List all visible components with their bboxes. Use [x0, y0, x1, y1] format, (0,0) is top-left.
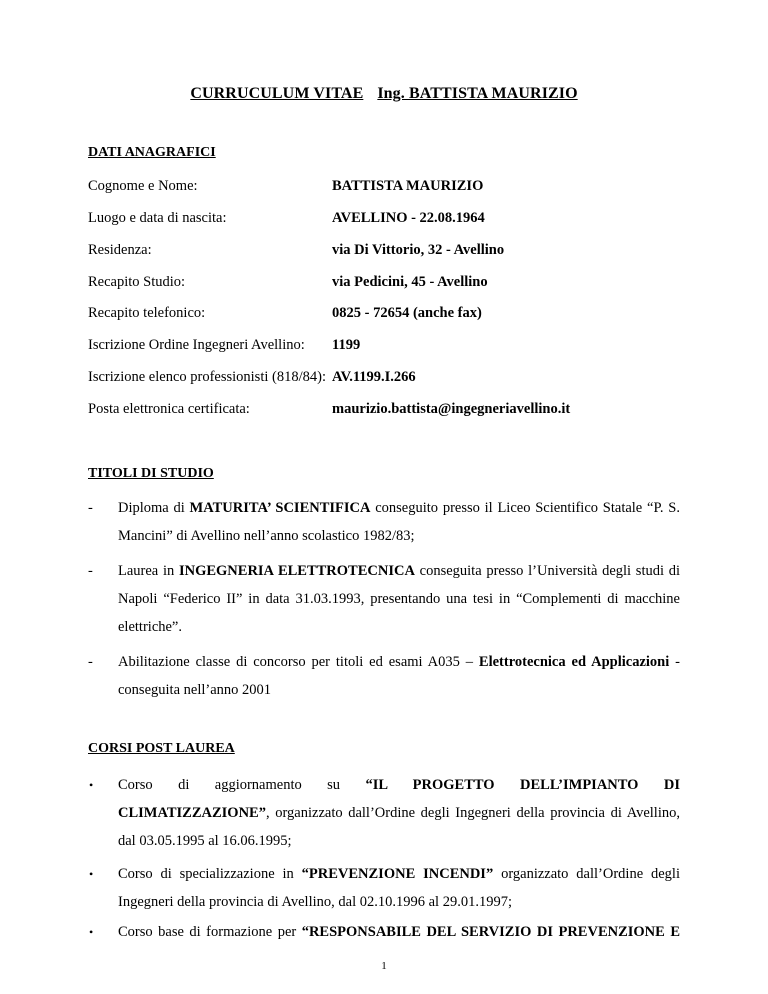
- personal-data-value: AV.1199.I.266: [332, 369, 416, 385]
- dash-marker: -: [88, 654, 93, 670]
- list-item-text: Laurea in INGEGNERIA ELETTROTECNICA conseguita presso l’Università degli studi di Napoli “Federico II” in data 31.03.1993, presentando una tesi in “Complementi di macchine elettriche”.: [118, 563, 680, 635]
- personal-data-label: Cognome e Nome:: [88, 178, 198, 194]
- list-item: [88, 918, 680, 946]
- personal-data-value: via Di Vittorio, 32 - Avellino: [332, 242, 505, 258]
- list-item: [88, 494, 680, 550]
- personal-data-row: [88, 337, 688, 357]
- personal-data-label: Residenza:: [88, 242, 152, 258]
- personal-data-value: 1199: [332, 337, 361, 353]
- title-right: Ing. BATTISTA MAURIZIO: [377, 85, 578, 102]
- list-item-text: Corso di aggiornamento su “IL PROGETTO DELL’IMPIANTO DI CLIMATIZZAZIONE”, organizzato dall’Ordine degli Ingegneri della provincia di Avellino, dal 03.05.1995 al 16.06.1995;: [118, 777, 680, 849]
- list-item: [88, 771, 680, 855]
- section-heading-titoli-di-studio: TITOLI DI STUDIO: [88, 466, 214, 481]
- personal-data-label: Recapito telefonico:: [88, 305, 206, 321]
- personal-data-row: [88, 305, 688, 325]
- personal-data-row: [88, 274, 688, 294]
- pec-email-value: maurizio.battista@ingegneriavellino.it: [332, 401, 571, 417]
- bullet-marker: •: [89, 778, 94, 792]
- section-heading-dati-anagrafici: DATI ANAGRAFICI: [88, 145, 216, 160]
- list-item-text: Corso di specializzazione in “PREVENZIONE INCENDI” organizzato dall’Ordine degli Ingegneri della provincia di Avellino, dal 02.10.1996 al 29.01.1997;: [118, 866, 680, 910]
- personal-data-value: AVELLINO - 22.08.1964: [332, 210, 485, 226]
- personal-data-label: Recapito Studio:: [88, 274, 186, 290]
- page-number: 1: [381, 960, 387, 972]
- personal-data-label: Posta elettronica certificata:: [88, 401, 250, 417]
- personal-data-row: [88, 369, 688, 389]
- list-item-text: Corso base di formazione per “RESPONSABILE DEL SERVIZIO DI PREVENZIONE E: [118, 924, 680, 940]
- personal-data-row: [88, 242, 688, 262]
- dash-marker: -: [88, 563, 93, 579]
- personal-data-row: [88, 210, 688, 230]
- list-item: [88, 860, 680, 916]
- personal-data-label: Iscrizione Ordine Ingegneri Avellino:: [88, 337, 305, 353]
- list-item-text: Abilitazione classe di concorso per titoli ed esami A035 – Elettrotecnica ed Applicazioni - conseguita nell’anno 2001: [118, 654, 680, 698]
- personal-data-label: Iscrizione elenco professionisti (818/84):: [88, 369, 326, 385]
- section-heading-corsi-post-laurea: CORSI POST LAUREA: [88, 741, 235, 756]
- personal-data-label: Luogo e data di nascita:: [88, 210, 227, 226]
- list-item: [88, 557, 680, 641]
- personal-data-value: BATTISTA MAURIZIO: [332, 178, 484, 194]
- bullet-marker: •: [89, 867, 94, 881]
- list-item-text: Diploma di MATURITA’ SCIENTIFICA conseguito presso il Liceo Scientifico Statale “P. S. Mancini” di Avellino nell’anno scolastico 1982/83;: [118, 500, 680, 544]
- bullet-marker: •: [89, 925, 94, 939]
- title-left: CURRUCULUM VITAE: [190, 85, 364, 102]
- personal-data-value: via Pedicini, 45 - Avellino: [332, 274, 488, 290]
- dash-marker: -: [88, 500, 93, 516]
- personal-data-row: [88, 178, 688, 198]
- document-title: [0, 85, 768, 103]
- personal-data-row: [88, 401, 688, 421]
- personal-data-value: 0825 - 72654 (anche fax): [332, 305, 482, 321]
- list-item: [88, 648, 680, 704]
